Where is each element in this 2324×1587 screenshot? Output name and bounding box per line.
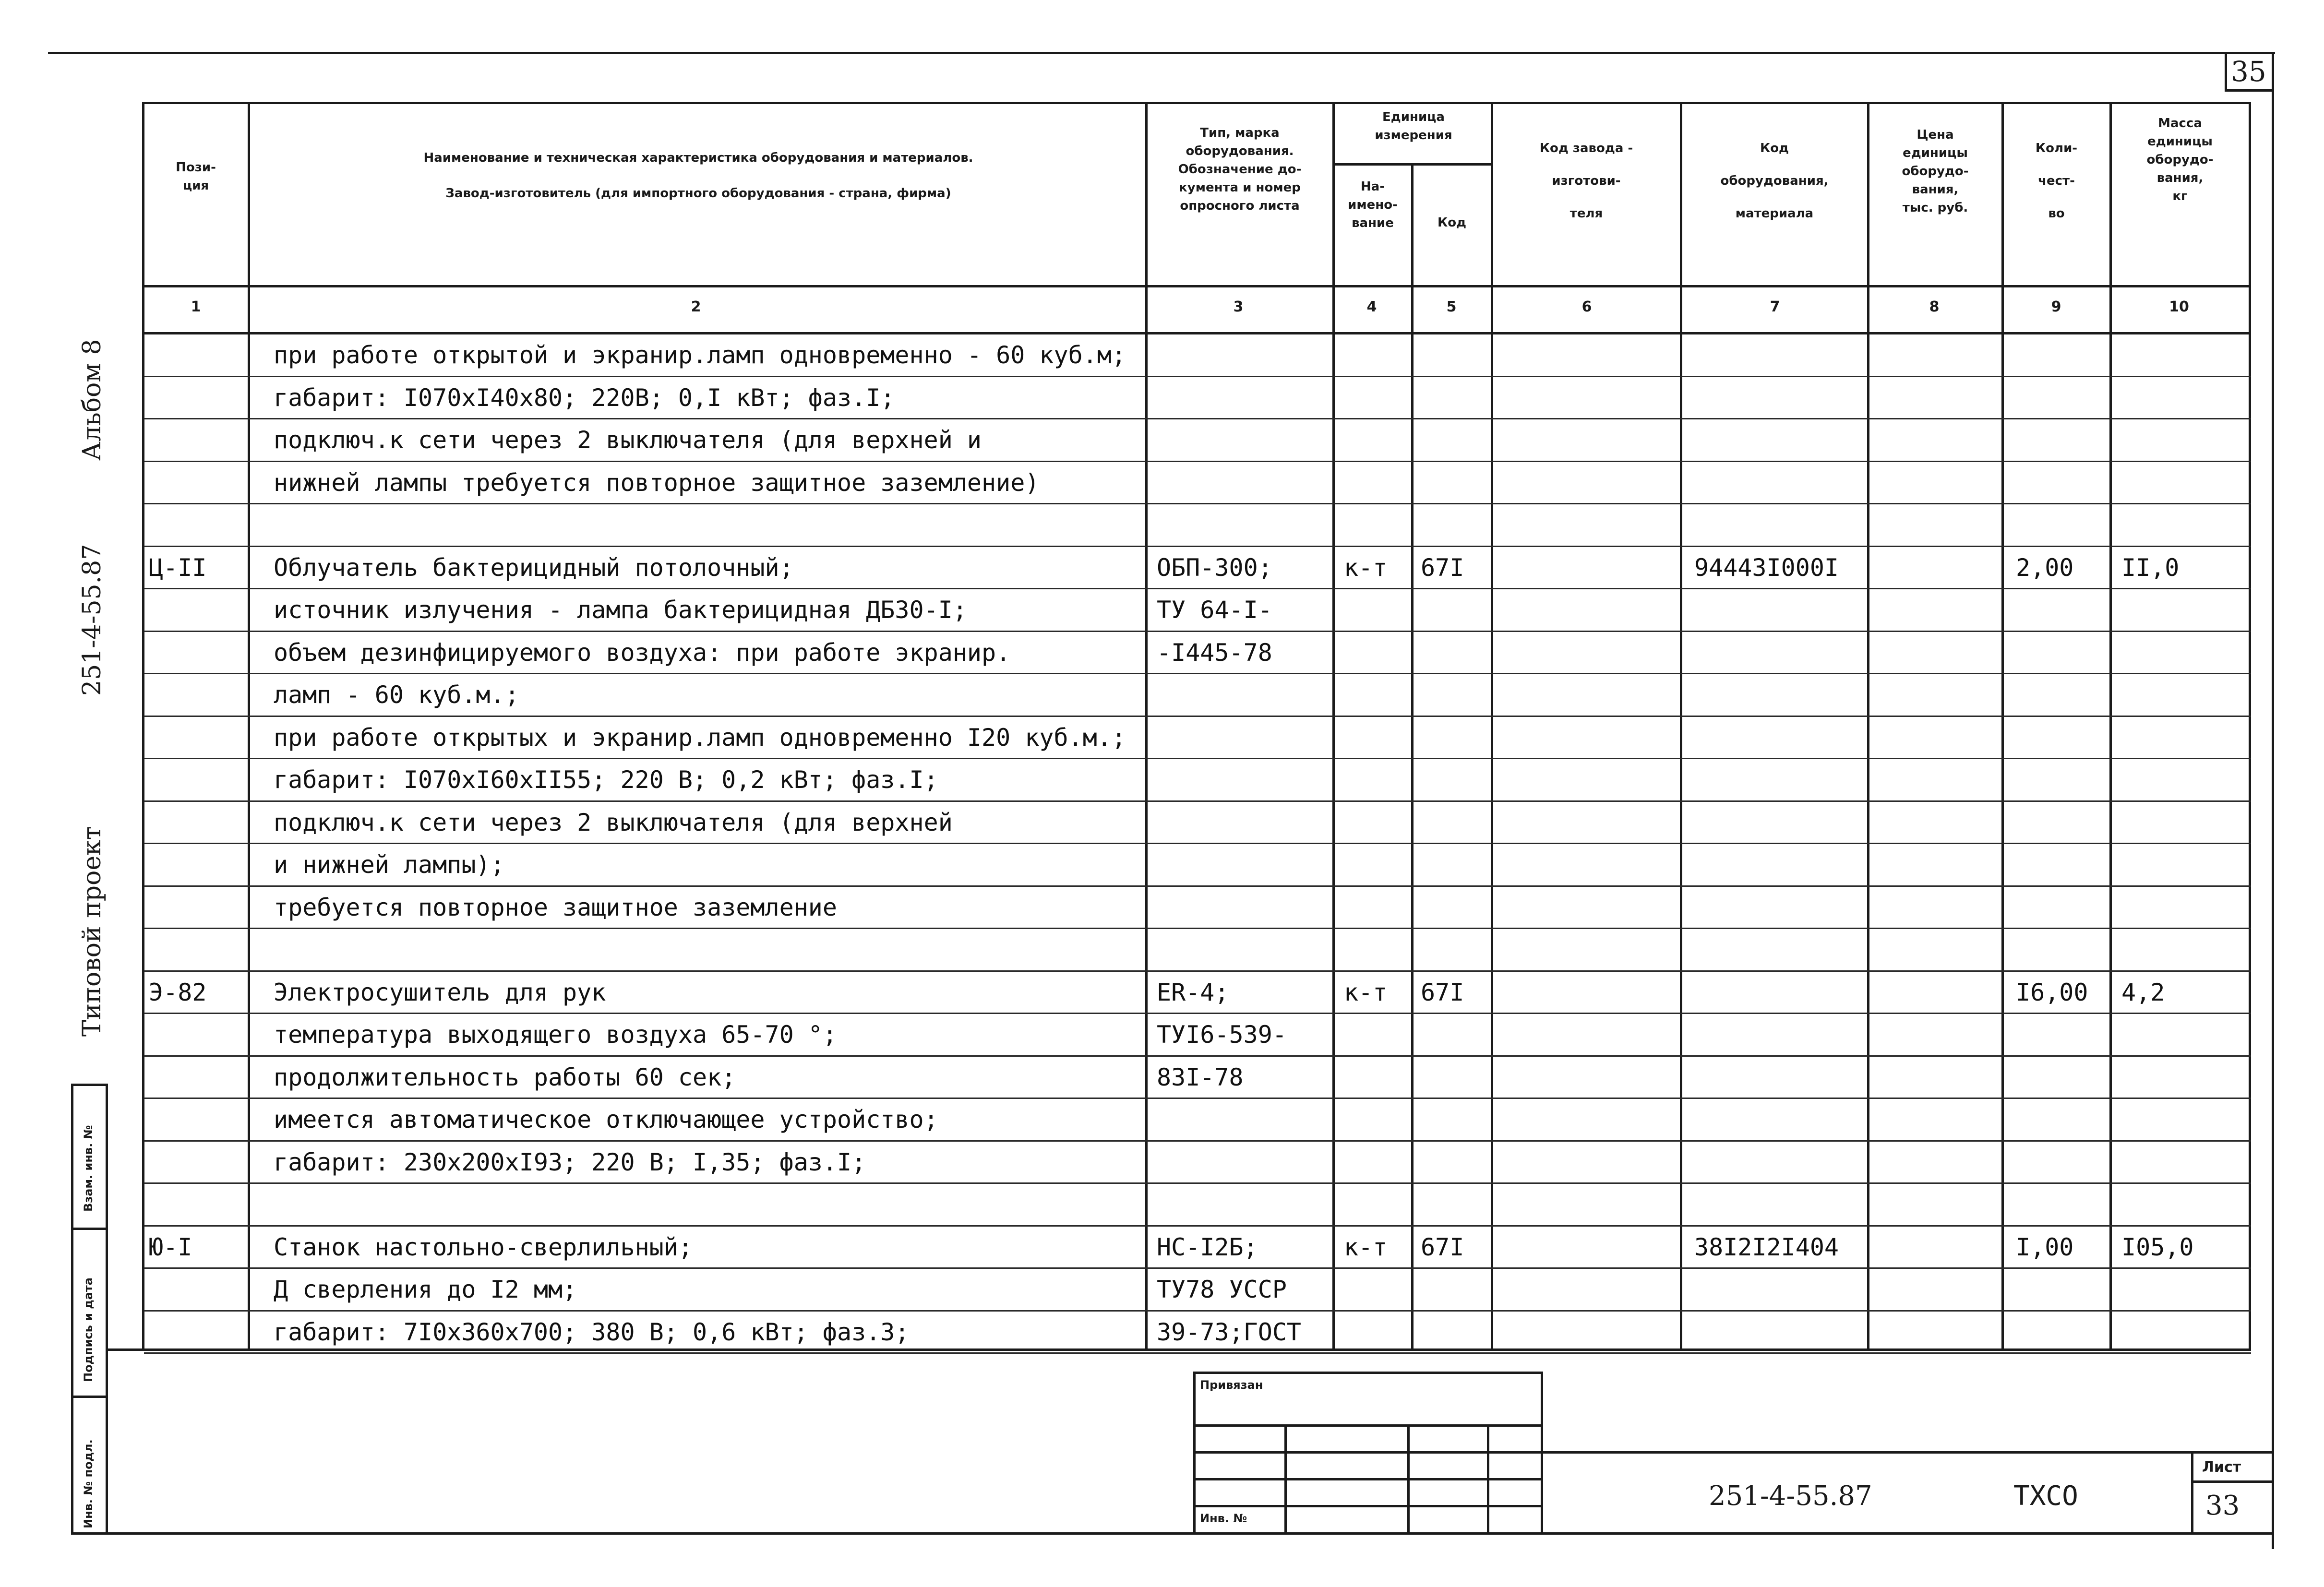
project-type-label: Типовой проект <box>78 826 107 1037</box>
row-divider <box>144 970 2251 972</box>
page-number-box-bottom <box>2225 89 2273 92</box>
colnum-10: 10 <box>2169 298 2189 315</box>
cell-type: 39-73;ГОСТ <box>1157 1318 1302 1346</box>
cell-qty: 2,00 <box>2016 554 2074 582</box>
swap-inv-label: Взам. инв. № <box>82 1125 95 1212</box>
right-border-line <box>2272 52 2274 1549</box>
cell-mass: I05,0 <box>2121 1233 2194 1261</box>
top-border-line <box>48 52 2275 54</box>
cell-name: габарит: I070хI40х80; 220В; 0,I кВт; фаз.I; <box>274 384 895 412</box>
cell-type: ТУ 64-I- <box>1157 596 1272 624</box>
document-code: 251-4-55.87 <box>1709 1480 1872 1512</box>
cell-name: источник излучения - лампа бактерицидная ДБ30-I; <box>274 596 967 624</box>
col-line-9 <box>2109 102 2112 1349</box>
header-bottom-line <box>144 285 2251 287</box>
colnum-3: 3 <box>1233 298 1244 315</box>
cell-pos: Ц-II <box>149 554 207 582</box>
attached-box-line-1 <box>1193 1424 1543 1427</box>
cell-type: ER-4; <box>1157 978 1229 1006</box>
header-col6: Код завода - изготови- теля <box>1539 141 1633 221</box>
colnum-4: 4 <box>1366 298 1377 315</box>
col-line-5 <box>1491 102 1493 1349</box>
cell-qty: I6,00 <box>2016 978 2088 1006</box>
table-bottom-line <box>106 1348 2251 1351</box>
stamp-line-3 <box>71 1396 108 1398</box>
header-col9: Коли- чест- во <box>2035 141 2078 221</box>
col-line-1 <box>248 102 250 1349</box>
col-line-6 <box>1680 102 1682 1349</box>
page-bottom-line <box>106 1532 2274 1535</box>
cell-name: Д сверления до I2 мм; <box>274 1276 577 1303</box>
cell-pos: Э-82 <box>149 978 207 1006</box>
row-divider <box>144 418 2251 419</box>
cell-code: 67I <box>1421 978 1464 1006</box>
cell-name: подключ.к сети через 2 выключателя (для верхней и <box>274 426 982 454</box>
page-number: 35 <box>2231 55 2266 88</box>
inv-orig-label: Инв. № подл. <box>82 1439 95 1528</box>
cell-name: нижней лампы требуется повторное защитное заземление) <box>274 469 1040 497</box>
header-col7: Код оборудования, материала <box>1720 141 1829 221</box>
colnum-2: 2 <box>691 298 701 315</box>
row-divider <box>144 1140 2251 1142</box>
cell-equip: 94443I000I <box>1694 554 1839 582</box>
stamp-column-right-line <box>106 1084 108 1535</box>
cell-type: 83I-78 <box>1157 1063 1244 1091</box>
cell-unit: к-т <box>1344 554 1388 582</box>
col-line-10 <box>2249 102 2251 1349</box>
attached-box-top <box>1193 1372 1543 1374</box>
cell-name: и нижней лампы); <box>274 851 505 879</box>
title-block-top <box>1541 1451 2273 1454</box>
inv-number-label: Инв. № <box>1200 1512 1247 1525</box>
cell-name: Станок настольно-сверлильный; <box>274 1233 693 1261</box>
document-type: ТХСО <box>2013 1480 2078 1512</box>
col-line-0 <box>142 102 144 1349</box>
row-divider <box>144 1225 2251 1227</box>
header-col1: Пози- ция <box>176 160 216 193</box>
stamp-column-left-line <box>71 1084 73 1535</box>
attached-box-col-2 <box>1407 1424 1410 1535</box>
sheet-label: Лист <box>2202 1459 2241 1476</box>
cell-code: 67I <box>1421 1233 1464 1261</box>
attached-box-col-1 <box>1284 1424 1287 1535</box>
attached-box-line-3 <box>1193 1478 1543 1480</box>
cell-name: объем дезинфицируемого воздуха: при работе экранир. <box>274 639 1011 667</box>
colnum-7: 7 <box>1770 298 1780 315</box>
header-unit-group: Единица измерения <box>1375 110 1452 143</box>
header-col8: Цена единицы оборудо- вания, тыс. руб. <box>1902 128 1969 215</box>
page-number-box-left <box>2225 52 2227 91</box>
cell-qty: I,00 <box>2016 1233 2074 1261</box>
row-divider <box>144 1055 2251 1057</box>
attached-label: Привязан <box>1200 1378 1263 1392</box>
unit-group-line <box>1332 163 1493 166</box>
attached-box-line-4 <box>1193 1505 1543 1507</box>
sheet-box-left <box>2191 1451 2193 1535</box>
cell-unit: к-т <box>1344 1233 1388 1261</box>
album-label: Альбом 8 <box>78 339 107 461</box>
cell-pos: Ю-I <box>149 1233 192 1261</box>
header-col10: Масса единицы оборудо- вания, кг <box>2146 116 2214 203</box>
col-line-4 <box>1411 163 1414 1349</box>
cell-name: продолжительность работы 60 сек; <box>274 1063 736 1091</box>
cell-unit: к-т <box>1344 978 1388 1006</box>
row-divider <box>144 631 2251 632</box>
cell-equip: 38I2I2I404 <box>1694 1233 1839 1261</box>
stamp-line-4 <box>71 1532 108 1535</box>
row-divider <box>144 546 2251 547</box>
cell-name: при работе открытой и экранир.ламп одновременно - 60 куб.м; <box>274 341 1126 369</box>
stamp-line-2 <box>71 1228 108 1230</box>
colnum-5: 5 <box>1446 298 1457 315</box>
cell-type: ТУ78 УССР <box>1157 1276 1287 1303</box>
colnum-9: 9 <box>2051 298 2061 315</box>
colnum-8: 8 <box>1929 298 1940 315</box>
sheet-box-line <box>2191 1480 2273 1483</box>
row-divider <box>144 588 2251 589</box>
cell-name: габарит: 7I0х360х700; 380 В; 0,6 кВт; фаз.3; <box>274 1318 910 1346</box>
cell-name: подключ.к сети через 2 выключателя (для верхней <box>274 809 953 836</box>
row-divider <box>144 885 2251 887</box>
cell-name: имеется автоматическое отключающее устройство; <box>274 1106 938 1134</box>
row-divider <box>144 1267 2251 1269</box>
row-divider <box>144 461 2251 462</box>
table-top-line <box>144 102 2251 104</box>
attached-box-line-2 <box>1193 1451 1543 1454</box>
cell-type: ТУI6-539- <box>1157 1021 1287 1049</box>
row-divider <box>144 673 2251 674</box>
cell-name: требуется повторное защитное заземление <box>274 894 837 921</box>
cell-name: Облучатель бактерицидный потолочный; <box>274 554 794 582</box>
colnum-bottom-line <box>144 332 2251 334</box>
cell-name: ламп - 60 куб.м.; <box>274 681 519 709</box>
cell-mass: II,0 <box>2121 554 2180 582</box>
cell-type: ОБП-300; <box>1157 554 1272 582</box>
row-divider <box>144 928 2251 929</box>
cell-type: -I445-78 <box>1157 639 1272 667</box>
row-divider <box>144 1182 2251 1184</box>
cell-mass: 4,2 <box>2121 978 2165 1006</box>
row-divider <box>144 843 2251 844</box>
attached-box-col-3 <box>1487 1424 1489 1535</box>
sign-date-label: Подпись и дата <box>82 1277 95 1382</box>
project-code-side-label: 251-4-55.87 <box>78 544 107 696</box>
col-line-8 <box>2001 102 2004 1349</box>
cell-type: НС-I2Б; <box>1157 1233 1258 1261</box>
row-divider <box>144 758 2251 759</box>
stamp-line-1 <box>71 1084 108 1086</box>
cell-name: температура выходящего воздуха 65-70 °; <box>274 1021 837 1049</box>
cell-name: габарит: 230х200хI93; 220 В; I,35; фаз.I; <box>274 1148 866 1176</box>
cell-name: Электросушитель для рук <box>274 978 606 1006</box>
row-divider <box>144 716 2251 717</box>
row-divider <box>144 1310 2251 1312</box>
row-divider <box>144 1098 2251 1099</box>
cell-code: 67I <box>1421 554 1464 582</box>
col-line-7 <box>1867 102 1869 1349</box>
colnum-1: 1 <box>191 298 201 315</box>
cell-name: габарит: I070хI60хII55; 220 В; 0,2 кВт; фаз.I; <box>274 766 938 794</box>
col-line-2 <box>1145 102 1148 1349</box>
row-divider <box>144 503 2251 504</box>
header-col5: Код <box>1437 215 1467 230</box>
colnum-6: 6 <box>1581 298 1592 315</box>
cell-name: при работе открытых и экранир.ламп одновременно I20 куб.м.; <box>274 724 1126 752</box>
row-divider <box>144 376 2251 377</box>
header-col2: Наименование и техническая характеристика оборудования и материалов. Завод-изготовитель (для импортного оборудования - страна, фирма) <box>423 151 973 201</box>
col-line-3 <box>1332 102 1335 1349</box>
header-col4: На- имено- вание <box>1348 179 1398 230</box>
row-divider <box>144 1013 2251 1014</box>
row-divider <box>144 1352 2251 1354</box>
header-col3: Тип, марка оборудования. Обозначение до- кумента и номер опросного листа <box>1178 126 1302 213</box>
sheet-number: 33 <box>2205 1490 2240 1521</box>
row-divider <box>144 800 2251 802</box>
